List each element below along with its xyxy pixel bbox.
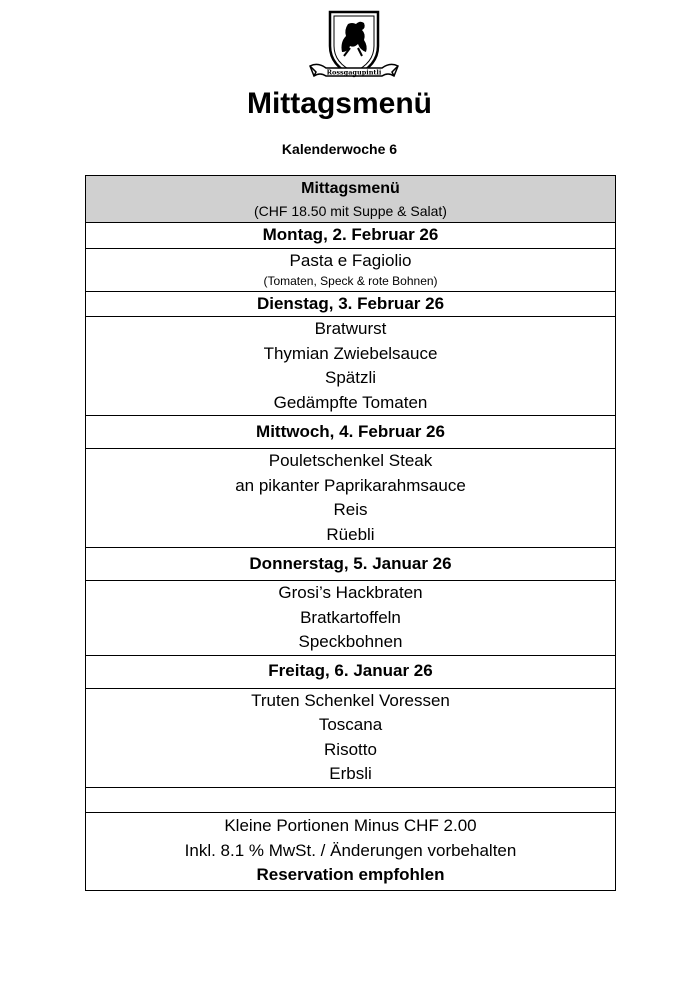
page-title: Mittagsmenü — [246, 87, 432, 120]
dish-row-thursday — [86, 581, 616, 656]
dish-note: (Tomaten, Speck & rote Bohnen) — [263, 274, 438, 289]
day-label-tuesday: Dienstag, 3. Februar 26 — [86, 291, 616, 317]
day-row-friday — [86, 655, 616, 688]
footer-vat-note: Inkl. 8.1 % MwSt. / Änderungen vorbehalten — [184, 840, 517, 860]
dish-row-wednesday — [86, 449, 616, 548]
dish-item: Pouletschenkel Steak — [268, 451, 433, 470]
menu-heading: Mittagsmenü — [301, 180, 400, 197]
dish-item: Bratwurst — [314, 319, 387, 338]
dish-item: Bratkartoffeln — [300, 607, 401, 627]
dish-item: Pasta e Fagiolio — [289, 250, 412, 270]
day-label-wednesday: Mittwoch, 4. Februar 26 — [86, 416, 616, 449]
dish-row-monday — [86, 248, 616, 291]
footer-reservation: Reservation empfohlen — [256, 865, 445, 885]
spacer-cell — [86, 787, 616, 812]
footer-cell — [86, 812, 616, 890]
day-label-monday: Montag, 2. Februar 26 — [86, 223, 616, 249]
day-row-thursday — [86, 548, 616, 581]
dish-cell-friday — [86, 688, 616, 787]
dish-item: Grosi’s Hackbraten — [278, 583, 423, 602]
day-label-friday: Freitag, 6. Januar 26 — [86, 655, 616, 688]
dish-item: Truten Schenkel Voressen — [251, 690, 450, 710]
day-label-thursday: Donnerstag, 5. Januar 26 — [86, 548, 616, 581]
day-row-wednesday — [86, 416, 616, 449]
menu-header-row — [86, 176, 616, 223]
day-row-tuesday — [86, 291, 616, 317]
menu-header-cell — [86, 176, 616, 223]
day-row-monday — [86, 223, 616, 249]
dish-row-tuesday — [86, 317, 616, 416]
dish-cell-monday — [86, 248, 616, 291]
menu-table — [85, 175, 616, 891]
dish-item: Thymian Zwiebelsauce — [263, 343, 438, 363]
dish-row-friday — [86, 688, 616, 787]
horse-crest-logo-icon — [306, 6, 402, 84]
dish-cell-thursday — [86, 581, 616, 656]
dish-item: Speckbohnen — [298, 632, 403, 651]
restaurant-logo — [306, 6, 402, 84]
dish-item: Toscana — [318, 715, 383, 734]
footer-small-portions: Kleine Portionen Minus CHF 2.00 — [224, 816, 477, 836]
spacer-row — [86, 787, 616, 812]
dish-cell-wednesday — [86, 449, 616, 548]
week-subtitle: Kalenderwoche 6 — [281, 141, 398, 157]
dish-item: Risotto — [324, 739, 377, 759]
dish-item: Gedämpfte Tomaten — [273, 392, 428, 412]
menu-price-note: (CHF 18.50 mit Suppe & Salat) — [254, 203, 447, 219]
logo-ribbon-text: Rossgagupintli — [326, 68, 382, 77]
dish-item: an pikanter Paprikarahmsauce — [235, 475, 466, 495]
dish-item: Erbsli — [329, 764, 372, 783]
footer-row — [86, 812, 616, 890]
dish-item: Rüebli — [326, 524, 375, 544]
dish-item: Reis — [333, 500, 368, 519]
dish-cell-tuesday — [86, 317, 616, 416]
dish-item: Spätzli — [324, 368, 377, 387]
